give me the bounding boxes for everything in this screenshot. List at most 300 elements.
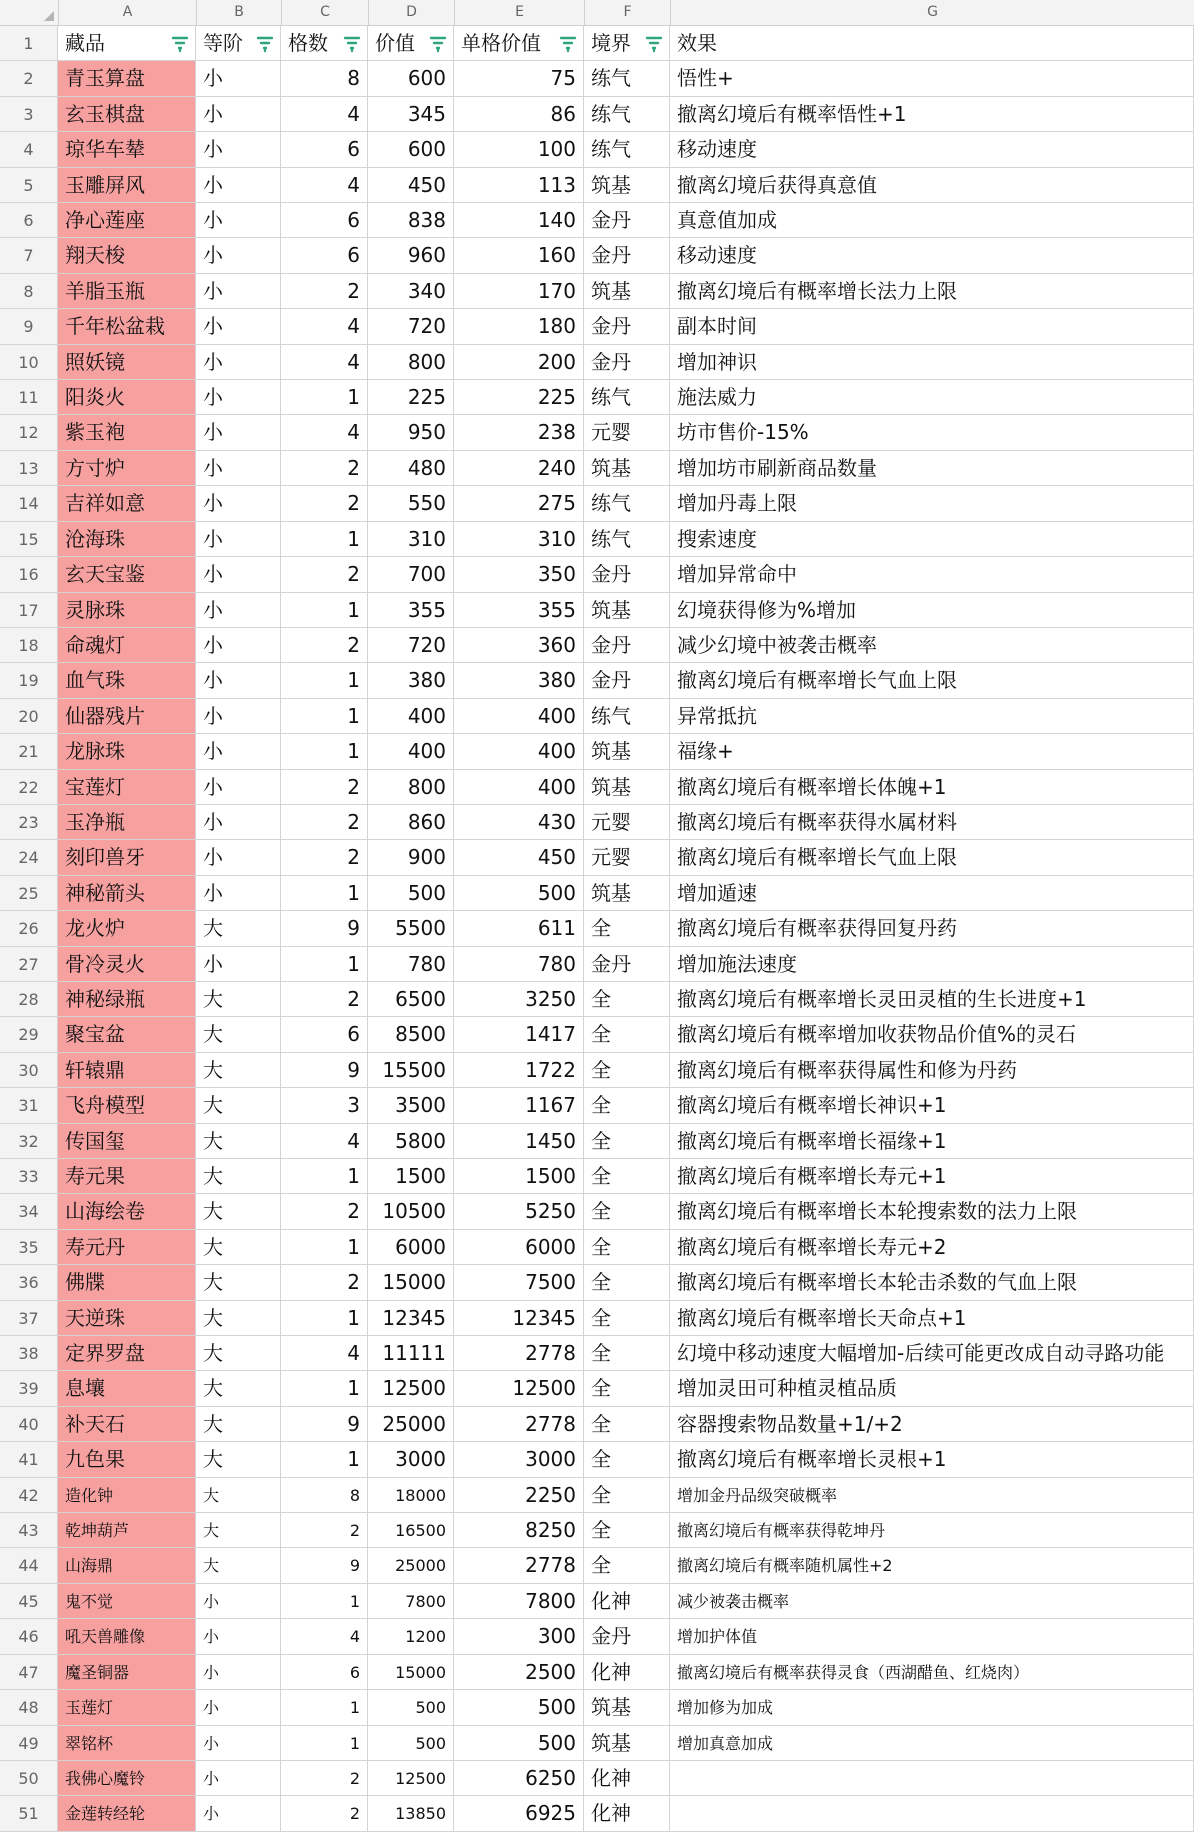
cell-name[interactable]: 神秘箭头 [58,876,196,910]
cell-effect[interactable]: 撤离幻境后有概率增长灵根+1 [670,1442,1194,1476]
cell-realm[interactable]: 练气 [584,486,670,520]
cell-grade[interactable]: 小 [196,168,281,202]
row-number[interactable]: 38 [0,1336,58,1370]
cell-effect[interactable]: 移动速度 [670,238,1194,272]
cell-unit-value[interactable]: 7800 [454,1584,584,1618]
row-number[interactable]: 11 [0,380,58,414]
cell-cells[interactable]: 2 [281,451,368,485]
cell-grade[interactable]: 大 [196,982,281,1016]
cell-cells[interactable]: 2 [281,805,368,839]
row-number[interactable]: 13 [0,451,58,485]
cell-realm[interactable]: 筑基 [584,770,670,804]
cell-cells[interactable]: 4 [281,1124,368,1158]
cell-name[interactable]: 刻印兽牙 [58,840,196,874]
row-number[interactable]: 22 [0,770,58,804]
cell-realm[interactable]: 金丹 [584,309,670,343]
cell-realm[interactable]: 全 [584,1053,670,1087]
cell-cells[interactable]: 1 [281,1442,368,1476]
cell-realm[interactable]: 金丹 [584,557,670,591]
cell-grade[interactable]: 大 [196,1124,281,1158]
cell-realm[interactable]: 元婴 [584,415,670,449]
cell-grade[interactable]: 小 [196,1584,281,1618]
cell-grade[interactable]: 小 [196,734,281,768]
cell-unit-value[interactable]: 12500 [454,1371,584,1405]
cell-cells[interactable]: 2 [281,840,368,874]
cell-realm[interactable]: 筑基 [584,1726,670,1760]
cell-value[interactable]: 900 [368,840,454,874]
cell-realm[interactable]: 金丹 [584,1619,670,1653]
row-number[interactable]: 1 [0,26,58,60]
row-number[interactable]: 23 [0,805,58,839]
cell-effect[interactable]: 增加施法速度 [670,947,1194,981]
cell-value[interactable]: 860 [368,805,454,839]
cell-grade[interactable]: 小 [196,947,281,981]
cell-unit-value[interactable]: 400 [454,770,584,804]
cell-grade[interactable]: 小 [196,557,281,591]
cell-effect[interactable]: 增加真意加成 [670,1726,1194,1760]
cell-effect[interactable]: 撤离幻境后有概率增长法力上限 [670,274,1194,308]
cell-realm[interactable]: 化神 [584,1655,670,1689]
cell-grade[interactable]: 小 [196,1796,281,1830]
filter-icon[interactable] [171,35,189,53]
cell-value[interactable]: 15500 [368,1053,454,1087]
row-number[interactable]: 47 [0,1655,58,1689]
cell-grade[interactable]: 大 [196,1194,281,1228]
cell-grade[interactable]: 小 [196,274,281,308]
cell-name[interactable]: 金莲转经轮 [58,1796,196,1830]
select-all-corner[interactable] [0,0,59,25]
cell-grade[interactable]: 小 [196,203,281,237]
cell-name[interactable]: 方寸炉 [58,451,196,485]
cell-cells[interactable]: 8 [281,61,368,95]
cell-unit-value[interactable]: 170 [454,274,584,308]
cell-realm[interactable]: 金丹 [584,238,670,272]
row-number[interactable]: 32 [0,1124,58,1158]
cell-unit-value[interactable]: 500 [454,1726,584,1760]
cell-effect[interactable]: 异常抵抗 [670,699,1194,733]
cell-value[interactable]: 3000 [368,1442,454,1476]
cell-name[interactable]: 山海鼎 [58,1548,196,1582]
row-number[interactable]: 5 [0,168,58,202]
cell-name[interactable]: 佛牒 [58,1265,196,1299]
cell-realm[interactable]: 全 [584,1017,670,1051]
cell-name[interactable]: 造化钟 [58,1478,196,1512]
cell-unit-value[interactable]: 113 [454,168,584,202]
column-header-b[interactable]: B [197,0,282,25]
cell-effect[interactable]: 坊市售价-15% [670,415,1194,449]
cell-value[interactable]: 480 [368,451,454,485]
cell-value[interactable]: 15000 [368,1655,454,1689]
cell-name[interactable]: 仙器残片 [58,699,196,733]
row-number[interactable]: 21 [0,734,58,768]
cell-realm[interactable]: 练气 [584,522,670,556]
cell-cells[interactable]: 1 [281,663,368,697]
cell-effect[interactable]: 增加丹毒上限 [670,486,1194,520]
row-number[interactable]: 33 [0,1159,58,1193]
cell-cells[interactable]: 1 [281,876,368,910]
cell-unit-value[interactable]: 238 [454,415,584,449]
cell-cells[interactable]: 1 [281,1690,368,1724]
cell-realm[interactable]: 筑基 [584,451,670,485]
cell-cells[interactable]: 6 [281,1017,368,1051]
cell-grade[interactable]: 小 [196,309,281,343]
row-number[interactable]: 30 [0,1053,58,1087]
row-number[interactable]: 50 [0,1761,58,1795]
cell-grade[interactable]: 小 [196,1690,281,1724]
row-number[interactable]: 19 [0,663,58,697]
cell-unit-value[interactable]: 310 [454,522,584,556]
cell-cells[interactable]: 9 [281,911,368,945]
cell-value[interactable]: 5800 [368,1124,454,1158]
header-cell-unit-value[interactable] [454,26,584,60]
cell-name[interactable]: 沧海珠 [58,522,196,556]
cell-value[interactable]: 1200 [368,1619,454,1653]
cell-grade[interactable]: 大 [196,1442,281,1476]
cell-value[interactable]: 450 [368,168,454,202]
cell-unit-value[interactable]: 6250 [454,1761,584,1795]
row-number[interactable]: 46 [0,1619,58,1653]
cell-effect[interactable]: 副本时间 [670,309,1194,343]
cell-cells[interactable]: 2 [281,770,368,804]
cell-value[interactable]: 355 [368,593,454,627]
cell-name[interactable]: 血气珠 [58,663,196,697]
cell-name[interactable]: 我佛心魔铃 [58,1761,196,1795]
cell-unit-value[interactable]: 180 [454,309,584,343]
cell-realm[interactable]: 筑基 [584,1690,670,1724]
cell-grade[interactable]: 小 [196,699,281,733]
cell-value[interactable]: 18000 [368,1478,454,1512]
filter-icon[interactable] [645,35,663,53]
cell-grade[interactable]: 小 [196,1655,281,1689]
cell-grade[interactable]: 大 [196,1230,281,1264]
cell-name[interactable]: 阳炎火 [58,380,196,414]
row-number[interactable]: 3 [0,97,58,131]
cell-realm[interactable]: 化神 [584,1584,670,1618]
cell-effect[interactable]: 撤离幻境后有概率获得灵食（西湖醋鱼、红烧肉） [670,1655,1194,1689]
cell-name[interactable]: 翔天梭 [58,238,196,272]
cell-value[interactable]: 15000 [368,1265,454,1299]
cell-cells[interactable]: 1 [281,1584,368,1618]
cell-value[interactable]: 400 [368,734,454,768]
cell-effect[interactable]: 增加异常命中 [670,557,1194,591]
cell-cells[interactable]: 4 [281,1336,368,1370]
cell-value[interactable]: 310 [368,522,454,556]
cell-name[interactable]: 羊脂玉瓶 [58,274,196,308]
cell-grade[interactable]: 大 [196,1478,281,1512]
cell-effect[interactable]: 增加坊市刷新商品数量 [670,451,1194,485]
row-number[interactable]: 39 [0,1371,58,1405]
cell-cells[interactable]: 6 [281,132,368,166]
cell-effect[interactable]: 减少幻境中被袭击概率 [670,628,1194,662]
cell-cells[interactable]: 1 [281,522,368,556]
cell-name[interactable]: 玉雕屏风 [58,168,196,202]
cell-cells[interactable]: 4 [281,415,368,449]
cell-cells[interactable]: 6 [281,203,368,237]
cell-realm[interactable]: 元婴 [584,840,670,874]
cell-unit-value[interactable]: 86 [454,97,584,131]
cell-cells[interactable]: 6 [281,1655,368,1689]
row-number[interactable]: 49 [0,1726,58,1760]
cell-cells[interactable]: 2 [281,982,368,1016]
cell-name[interactable]: 定界罗盘 [58,1336,196,1370]
cell-name[interactable]: 寿元丹 [58,1230,196,1264]
cell-effect[interactable]: 撤离幻境后有概率悟性+1 [670,97,1194,131]
row-number[interactable]: 16 [0,557,58,591]
cell-value[interactable]: 960 [368,238,454,272]
cell-value[interactable]: 3500 [368,1088,454,1122]
cell-value[interactable]: 950 [368,415,454,449]
cell-grade[interactable]: 小 [196,628,281,662]
cell-value[interactable]: 5500 [368,911,454,945]
column-header-g[interactable]: G [671,0,1194,25]
cell-cells[interactable]: 2 [281,486,368,520]
cell-name[interactable]: 照妖镜 [58,345,196,379]
cell-name[interactable]: 聚宝盆 [58,1017,196,1051]
cell-effect[interactable]: 增加修为加成 [670,1690,1194,1724]
cell-effect[interactable]: 撤离幻境后有概率增长灵田灵植的生长进度+1 [670,982,1194,1016]
row-number[interactable]: 43 [0,1513,58,1547]
cell-cells[interactable]: 9 [281,1407,368,1441]
cell-grade[interactable]: 大 [196,1371,281,1405]
cell-cells[interactable]: 1 [281,1726,368,1760]
cell-cells[interactable]: 1 [281,947,368,981]
cell-unit-value[interactable]: 450 [454,840,584,874]
cell-effect[interactable]: 撤离幻境后有概率增长天命点+1 [670,1301,1194,1335]
cell-grade[interactable]: 大 [196,911,281,945]
cell-grade[interactable]: 小 [196,1761,281,1795]
cell-realm[interactable]: 练气 [584,699,670,733]
cell-realm[interactable]: 全 [584,1336,670,1370]
cell-unit-value[interactable]: 12345 [454,1301,584,1335]
cell-value[interactable]: 13850 [368,1796,454,1830]
cell-grade[interactable]: 小 [196,97,281,131]
cell-name[interactable]: 轩辕鼎 [58,1053,196,1087]
cell-effect[interactable]: 撤离幻境后有概率增长神识+1 [670,1088,1194,1122]
cell-cells[interactable]: 6 [281,238,368,272]
cell-unit-value[interactable]: 1722 [454,1053,584,1087]
cell-cells[interactable]: 1 [281,734,368,768]
cell-realm[interactable]: 全 [584,1159,670,1193]
cell-cells[interactable]: 1 [281,380,368,414]
cell-unit-value[interactable]: 100 [454,132,584,166]
cell-value[interactable]: 800 [368,345,454,379]
cell-unit-value[interactable]: 1450 [454,1124,584,1158]
cell-grade[interactable]: 小 [196,805,281,839]
cell-grade[interactable]: 小 [196,770,281,804]
cell-value[interactable]: 6500 [368,982,454,1016]
filter-icon[interactable] [429,35,447,53]
cell-unit-value[interactable]: 3000 [454,1442,584,1476]
cell-effect[interactable]: 减少被袭击概率 [670,1584,1194,1618]
cell-unit-value[interactable]: 75 [454,61,584,95]
cell-unit-value[interactable]: 2778 [454,1336,584,1370]
cell-grade[interactable]: 小 [196,840,281,874]
cell-effect[interactable]: 福缘+ [670,734,1194,768]
row-number[interactable]: 12 [0,415,58,449]
row-number[interactable]: 36 [0,1265,58,1299]
cell-grade[interactable]: 小 [196,663,281,697]
cell-name[interactable]: 吼天兽雕像 [58,1619,196,1653]
cell-grade[interactable]: 小 [196,380,281,414]
cell-name[interactable]: 补天石 [58,1407,196,1441]
cell-value[interactable]: 800 [368,770,454,804]
cell-grade[interactable]: 小 [196,1726,281,1760]
cell-effect[interactable]: 搜索速度 [670,522,1194,556]
cell-unit-value[interactable]: 160 [454,238,584,272]
cell-unit-value[interactable]: 7500 [454,1265,584,1299]
cell-unit-value[interactable]: 350 [454,557,584,591]
cell-effect[interactable]: 悟性+ [670,61,1194,95]
cell-effect[interactable]: 增加护体值 [670,1619,1194,1653]
cell-grade[interactable]: 小 [196,451,281,485]
cell-effect[interactable]: 撤离幻境后有概率增长气血上限 [670,840,1194,874]
cell-cells[interactable]: 9 [281,1053,368,1087]
cell-cells[interactable]: 2 [281,1194,368,1228]
cell-grade[interactable]: 大 [196,1265,281,1299]
cell-unit-value[interactable]: 355 [454,593,584,627]
cell-unit-value[interactable]: 1167 [454,1088,584,1122]
row-number[interactable]: 41 [0,1442,58,1476]
cell-grade[interactable]: 大 [196,1513,281,1547]
cell-unit-value[interactable]: 500 [454,1690,584,1724]
cell-grade[interactable]: 小 [196,522,281,556]
cell-cells[interactable]: 2 [281,628,368,662]
row-number[interactable]: 37 [0,1301,58,1335]
cell-unit-value[interactable]: 275 [454,486,584,520]
cell-unit-value[interactable]: 1500 [454,1159,584,1193]
cell-unit-value[interactable]: 8250 [454,1513,584,1547]
cell-unit-value[interactable]: 611 [454,911,584,945]
row-number[interactable]: 20 [0,699,58,733]
row-number[interactable]: 2 [0,61,58,95]
cell-value[interactable]: 720 [368,628,454,662]
cell-value[interactable]: 6000 [368,1230,454,1264]
cell-unit-value[interactable]: 200 [454,345,584,379]
cell-name[interactable]: 龙脉珠 [58,734,196,768]
cell-effect[interactable]: 增加灵田可种植灵植品质 [670,1371,1194,1405]
cell-realm[interactable]: 筑基 [584,876,670,910]
cell-value[interactable]: 400 [368,699,454,733]
column-header-a[interactable]: A [59,0,197,25]
cell-name[interactable]: 乾坤葫芦 [58,1513,196,1547]
cell-cells[interactable]: 3 [281,1088,368,1122]
column-header-c[interactable]: C [282,0,369,25]
cell-value[interactable]: 780 [368,947,454,981]
cell-name[interactable]: 传国玺 [58,1124,196,1158]
cell-name[interactable]: 九色果 [58,1442,196,1476]
cell-cells[interactable]: 1 [281,699,368,733]
cell-realm[interactable]: 全 [584,1407,670,1441]
cell-cells[interactable]: 8 [281,1478,368,1512]
cell-grade[interactable]: 大 [196,1336,281,1370]
cell-realm[interactable]: 全 [584,1088,670,1122]
cell-effect[interactable]: 撤离幻境后有概率增长寿元+2 [670,1230,1194,1264]
cell-grade[interactable]: 小 [196,345,281,379]
cell-effect[interactable]: 撤离幻境后有概率增长气血上限 [670,663,1194,697]
cell-realm[interactable]: 全 [584,1478,670,1512]
row-number[interactable]: 44 [0,1548,58,1582]
cell-value[interactable]: 12500 [368,1371,454,1405]
row-number[interactable]: 40 [0,1407,58,1441]
cell-value[interactable]: 550 [368,486,454,520]
row-number[interactable]: 17 [0,593,58,627]
cell-cells[interactable]: 4 [281,345,368,379]
cell-realm[interactable]: 练气 [584,97,670,131]
column-header-d[interactable]: D [369,0,455,25]
cell-value[interactable]: 600 [368,61,454,95]
cell-name[interactable]: 净心莲座 [58,203,196,237]
cell-grade[interactable]: 小 [196,415,281,449]
cell-realm[interactable]: 全 [584,1371,670,1405]
cell-grade[interactable]: 大 [196,1301,281,1335]
row-number[interactable]: 25 [0,876,58,910]
cell-realm[interactable]: 全 [584,1124,670,1158]
cell-name[interactable]: 魔圣铜器 [58,1655,196,1689]
cell-unit-value[interactable]: 5250 [454,1194,584,1228]
cell-realm[interactable]: 金丹 [584,947,670,981]
cell-cells[interactable]: 9 [281,1548,368,1582]
cell-grade[interactable]: 大 [196,1407,281,1441]
cell-effect[interactable]: 撤离幻境后获得真意值 [670,168,1194,202]
row-number[interactable]: 42 [0,1478,58,1512]
cell-realm[interactable]: 全 [584,1442,670,1476]
cell-realm[interactable]: 金丹 [584,203,670,237]
header-cell-value[interactable] [368,26,454,60]
cell-unit-value[interactable]: 400 [454,734,584,768]
row-number[interactable]: 24 [0,840,58,874]
cell-name[interactable]: 玄天宝鉴 [58,557,196,591]
cell-name[interactable]: 翠铭杯 [58,1726,196,1760]
cell-name[interactable]: 吉祥如意 [58,486,196,520]
cell-unit-value[interactable]: 300 [454,1619,584,1653]
cell-realm[interactable]: 金丹 [584,663,670,697]
row-number[interactable]: 14 [0,486,58,520]
cell-unit-value[interactable]: 2250 [454,1478,584,1512]
cell-value[interactable]: 1500 [368,1159,454,1193]
row-number[interactable]: 26 [0,911,58,945]
cell-name[interactable]: 鬼不觉 [58,1584,196,1618]
cell-name[interactable]: 天逆珠 [58,1301,196,1335]
row-number[interactable]: 18 [0,628,58,662]
cell-unit-value[interactable]: 400 [454,699,584,733]
cell-cells[interactable]: 2 [281,1513,368,1547]
cell-realm[interactable]: 筑基 [584,168,670,202]
cell-grade[interactable]: 大 [196,1017,281,1051]
cell-value[interactable]: 10500 [368,1194,454,1228]
cell-value[interactable]: 11111 [368,1336,454,1370]
cell-realm[interactable]: 全 [584,1301,670,1335]
filter-icon[interactable] [343,35,361,53]
row-number[interactable]: 4 [0,132,58,166]
cell-unit-value[interactable]: 240 [454,451,584,485]
cell-grade[interactable]: 大 [196,1088,281,1122]
row-number[interactable]: 35 [0,1230,58,1264]
cell-effect[interactable]: 撤离幻境后有概率获得水属材料 [670,805,1194,839]
cell-realm[interactable]: 全 [584,1548,670,1582]
cell-unit-value[interactable]: 360 [454,628,584,662]
cell-name[interactable]: 玉净瓶 [58,805,196,839]
cell-effect[interactable]: 撤离幻境后有概率获得回复丹药 [670,911,1194,945]
cell-grade[interactable]: 小 [196,593,281,627]
cell-realm[interactable]: 金丹 [584,345,670,379]
cell-grade[interactable]: 小 [196,486,281,520]
cell-realm[interactable]: 筑基 [584,274,670,308]
cell-grade[interactable]: 大 [196,1053,281,1087]
cell-realm[interactable]: 全 [584,1265,670,1299]
cell-name[interactable]: 寿元果 [58,1159,196,1193]
cell-value[interactable]: 700 [368,557,454,591]
cell-unit-value[interactable]: 6000 [454,1230,584,1264]
